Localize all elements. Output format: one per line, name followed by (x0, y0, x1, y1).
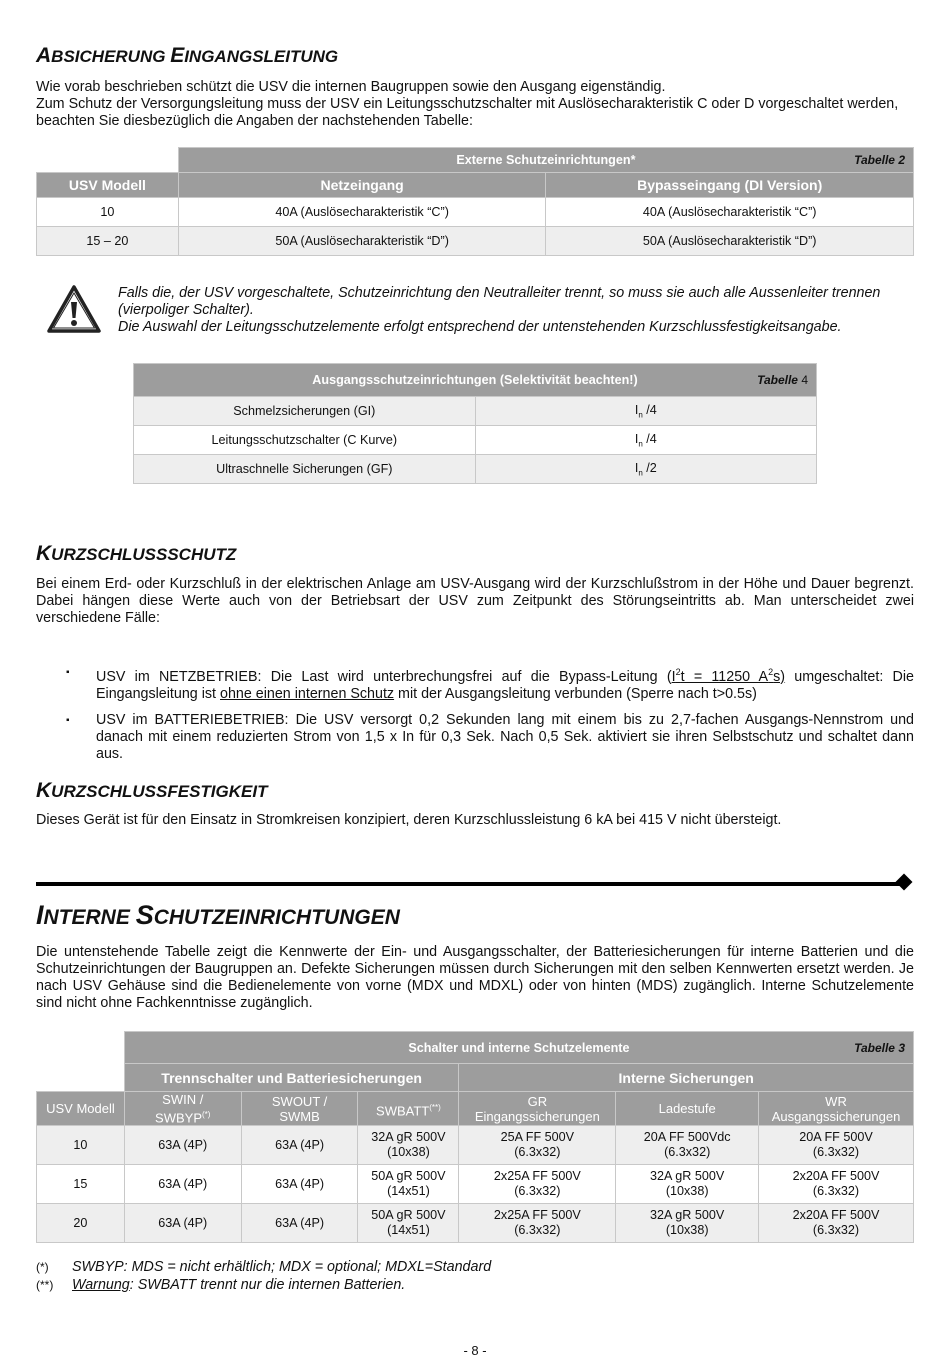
bullet-list (36, 664, 914, 763)
table-output-protection (133, 363, 817, 484)
warning-triangle-icon (46, 284, 102, 334)
page-number: - 8 - (463, 1343, 487, 1358)
table-cell: $I_n$ /2 (475, 455, 816, 484)
table-cell: 20A FF 500Vdc (6.3x32) (616, 1126, 759, 1165)
table-row (134, 397, 817, 426)
warning-text-1: Falls die, der USV vorgeschaltete, Schutzeinrichtung den Neutralleiter trennt, so muss sie auch alle Aussenleiter trennen (vierpoliger Schalter). (118, 285, 881, 318)
header-cell: Bypasseingang (DI Version) (546, 173, 914, 198)
header-cell: Ladestufe (616, 1092, 759, 1126)
table-tag: Tabelle 3 (854, 1041, 905, 1055)
table-row (37, 1165, 914, 1204)
section-divider (36, 882, 902, 886)
table-row (134, 426, 817, 455)
list-item: ▪ USV im BATTERIEBETRIEB: Die USV versorgt 0,2 Sekunden lang mit einem bis zu 2,7-fachen Ausgangs-Nennstrom und danach mit einem reduzierten Strom von 1,5 x In für 0,3 Sek. Nach 0,5 Sek. aktiviert sie ihren Selbstschutz und schaltet dann aus. (66, 711, 914, 762)
header-cell: SWIN / SWBYP(*) (124, 1092, 241, 1126)
table-cell: 2x20A FF 500V (6.3x32) (759, 1165, 914, 1204)
table-cell: 32A gR 500V (10x38) (616, 1204, 759, 1243)
table-cell: 25A FF 500V (6.3x32) (459, 1126, 616, 1165)
paragraph-kurzschlussfestigkeit: Dieses Gerät ist für den Einsatz in Stromkreisen konzipiert, deren Kurzschlussleistung 6 kA bei 415 V nicht übersteigt. (36, 812, 782, 828)
footnote-1: (*) SWBYP: MDS = nicht erhältlich; MDX = optional; MDXL=Standard (36, 1259, 492, 1275)
paragraph-kurzschlussschutz: Bei einem Erd- oder Kurzschluß in der elektrischen Anlage am USV-Ausgang wird der Kurzschlußstrom in der Höhe und Dauer begrenzt. Dabei hängen diese Werte auch von der Betriebsart der USV zum Zeitpunkt des Störungseintritts ab. Man unterscheidet zwei verschiedene Fälle: (36, 576, 914, 626)
header-cell: SWOUT / SWMB (241, 1092, 358, 1126)
table-row (37, 227, 914, 256)
table-cell: 2x20A FF 500V (6.3x32) (759, 1204, 914, 1243)
table-title-text: Ausgangsschutzeinrichtungen (Selektivität beachten!) (312, 373, 638, 387)
table-cell: 2x25A FF 500V (6.3x32) (459, 1204, 616, 1243)
section-title-kurzschlussfestigkeit: KURZSCHLUSSFESTIGKEIT (36, 779, 268, 802)
table-row (37, 1204, 914, 1243)
table-cell: 50A gR 500V (14x51) (358, 1204, 459, 1243)
table-cell: 20A FF 500V (6.3x32) (759, 1126, 914, 1165)
table-cell: $I_n$ /4 (475, 426, 816, 455)
table-cell: 15 (37, 1165, 125, 1204)
header-cell: Netzeingang (178, 173, 546, 198)
table-title (134, 364, 817, 397)
header-cell: WR Ausgangssicherungen (759, 1092, 914, 1126)
group-header: Trennschalter und Batteriesicherungen (124, 1064, 459, 1092)
table-cell: 15 – 20 (37, 227, 179, 256)
table-cell: 40A (Auslösecharakteristik “C”) (178, 198, 546, 227)
table-title-text: Schalter und interne Schutzelemente (408, 1040, 630, 1055)
table-cell: $I_n$ /4 (475, 397, 816, 426)
table-title (124, 1032, 913, 1064)
table-cell: 63A (4P) (124, 1204, 241, 1243)
header-cell: GR Eingangssicherungen (459, 1092, 616, 1126)
table-cell: 10 (37, 198, 179, 227)
table-cell: 50A (Auslösecharakteristik “D”) (546, 227, 914, 256)
footnote-2: (**) Warnung: SWBATT trennt nur die internen Batterien. (36, 1277, 406, 1293)
section-title-kurzschlussschutz: KURZSCHLUSSSCHUTZ (36, 542, 237, 565)
section-title-interne-schutzeinrichtungen: INTERNE SCHUTZEINRICHTUNGEN (36, 900, 400, 930)
group-header: Interne Sicherungen (459, 1064, 914, 1092)
table-row (134, 455, 817, 484)
table-tag: Tabelle 4 (757, 373, 808, 387)
section-title-absicherung: ABSICHERUNG EINGANGSLEITUNG (36, 44, 339, 67)
table-cell: 50A gR 500V (14x51) (358, 1165, 459, 1204)
table-title-text: Externe Schutzeinrichtungen* (456, 153, 636, 167)
table-cell: 63A (4P) (124, 1126, 241, 1165)
table-cell: 63A (4P) (241, 1204, 358, 1243)
divider-diamond-icon (896, 874, 913, 891)
table-cell: 10 (37, 1126, 125, 1165)
paragraph-interne-schutzeinrichtungen: Die untenstehende Tabelle zeigt die Kennwerte der Ein- und Ausgangsschalter, der Batteriesicherungen für interne Batterien und die Schutzeinrichtungen der Baugruppen an. Defekte Sicherungen müssen durch Sicherungen mit den selben Kennwerten ersetzt werden. Je nach USV Gehäuse sind die Bedienelemente von vorne (MDX und MDXL) oder von hinten (MDS) zugänglich. Interne Schutzelemente sind nicht ohne Fachkenntnisse zugänglich. (36, 944, 914, 1011)
table-row (37, 1126, 914, 1165)
table-cell: 32A gR 500V (10x38) (616, 1165, 759, 1204)
table-cell: 20 (37, 1204, 125, 1243)
table-cell: Ultraschnelle Sicherungen (GF) (134, 455, 476, 484)
table-tag: Tabelle 2 (854, 153, 905, 167)
table-cell: Schmelzsicherungen (GI) (134, 397, 476, 426)
table-cell: 40A (Auslösecharakteristik “C”) (546, 198, 914, 227)
paragraph-intro-1: Wie vorab beschrieben schützt die USV die internen Baugruppen sowie den Ausgang eigenständig. (36, 79, 666, 95)
list-item: ▪ USV im NETZBETRIEB: Die Last wird unterbrechungsfrei auf die Bypass-Leitung ($I^2t = 11250$ $A^2s$) umgeschaltet: Die Eingangsleitung ist ohne einen internen Schutz mit der Ausgangsleitung verbunden (Sperre nach t>0.5s) (66, 667, 915, 702)
header-cell: USV Modell (37, 173, 179, 198)
table-internal-protection (36, 1031, 914, 1243)
header-cell: SWBATT(**) (358, 1092, 459, 1126)
table-cell: 32A gR 500V (10x38) (358, 1126, 459, 1165)
table-title (178, 148, 913, 173)
table-cell: 50A (Auslösecharakteristik “D”) (178, 227, 546, 256)
table-cell: 63A (4P) (124, 1165, 241, 1204)
table-cell: 63A (4P) (241, 1126, 358, 1165)
table-row (37, 198, 914, 227)
table-external-protection (36, 147, 914, 256)
table-cell: Leitungsschutzschalter (C Kurve) (134, 426, 476, 455)
header-cell: USV Modell (37, 1092, 125, 1126)
paragraph-intro-2: Zum Schutz der Versorgungsleitung muss der USV ein Leitungsschutzschalter mit Auslösecharakteristik C oder D vorgeschaltet werden, beachten Sie diesbezüglich die Angaben der nachstehenden Tabelle: (36, 96, 899, 129)
table-cell: 63A (4P) (241, 1165, 358, 1204)
table-cell: 2x25A FF 500V (6.3x32) (459, 1165, 616, 1204)
warning-text-2: Die Auswahl der Leitungsschutzelemente erfolgt entsprechend der untenstehenden Kurzschlussfestigkeitsangabe. (118, 319, 842, 335)
